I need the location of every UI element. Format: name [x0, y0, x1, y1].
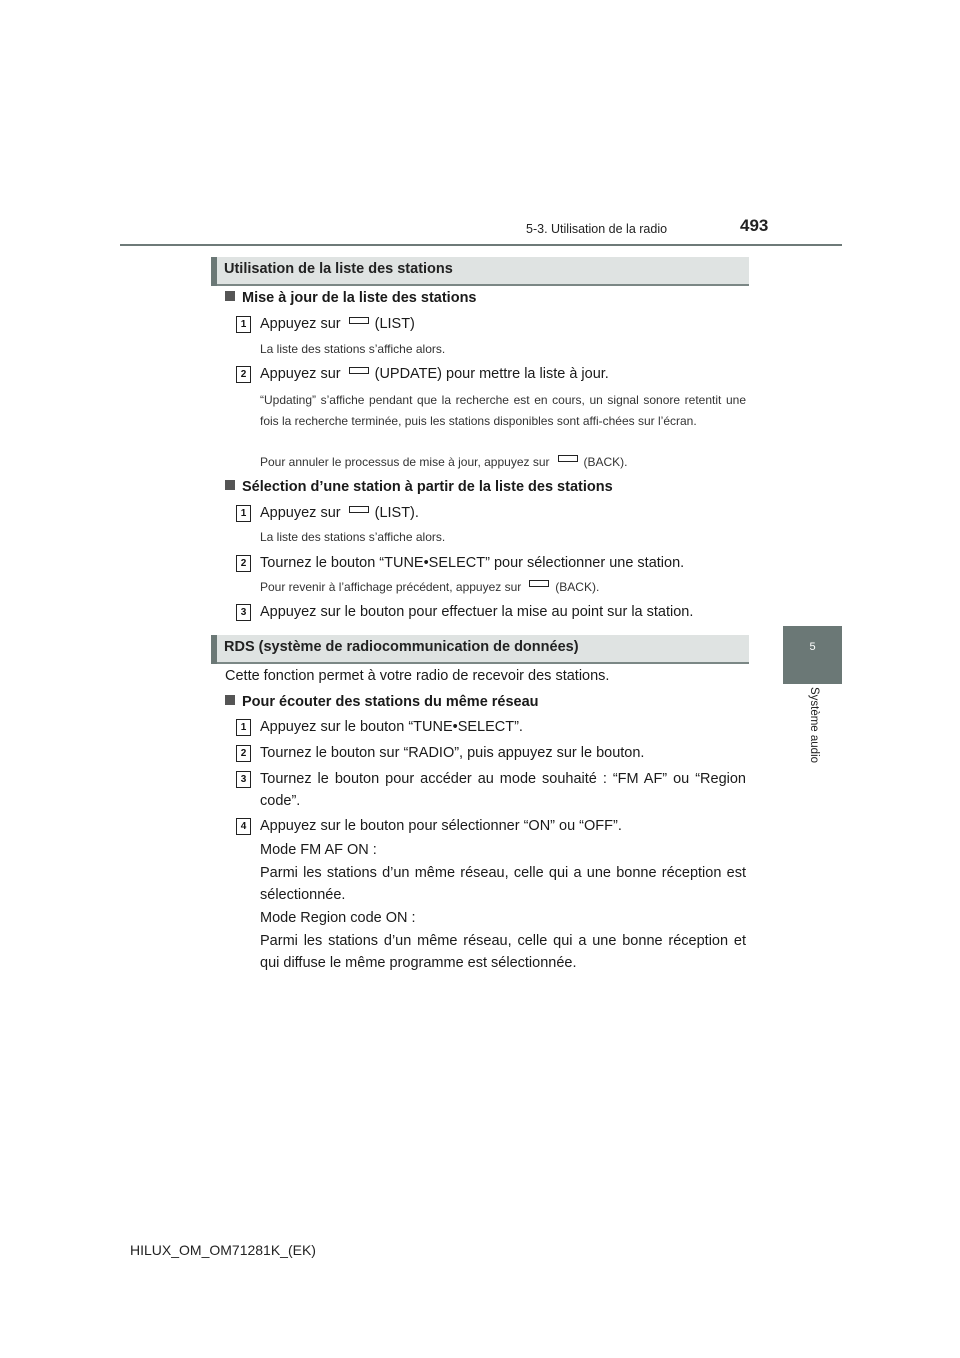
mode-title: Mode Region code ON : — [260, 910, 416, 926]
subheading-same-network: Pour écouter des stations du même réseau — [225, 694, 539, 710]
step-note: Pour annuler le processus de mise à jour, appuyez sur (BACK). — [260, 455, 628, 469]
chapter-number: 5 — [809, 641, 816, 653]
step-badge: 4 — [236, 818, 251, 835]
mode-description: Parmi les stations d’un même réseau, celle qui a une bonne réception est sélectionnée. — [260, 865, 746, 903]
mode-title: Mode FM AF ON : — [260, 842, 377, 858]
section-bar-station-list — [211, 257, 749, 286]
step-text: Tournez le bouton sur “RADIO”, puis appuyez sur le bouton. — [260, 745, 645, 761]
step-note: La liste des stations s’affiche alors. — [260, 530, 446, 544]
mode-description: Parmi les stations d’un même réseau, celle qui a une bonne réception et qui diffuse le même programme est sélectionnée. — [260, 933, 746, 971]
subheading-select-station: Sélection d’une station à partir de la liste des stations — [225, 479, 613, 495]
step-text: Appuyez sur le bouton pour sélectionner “ON” ou “OFF”. — [260, 818, 622, 834]
step-text: Appuyez sur (LIST). — [260, 505, 419, 521]
square-bullet-icon — [225, 480, 235, 490]
step-note: “Updating” s’affiche pendant que la recherche est en cours, un signal sonore retentit une fois la recherche terminée, puis les stations disponibles sont affi-chées sur l’écran. — [260, 393, 746, 428]
step-badge: 3 — [236, 604, 251, 621]
square-bullet-icon — [225, 291, 235, 301]
step-text: Tournez le bouton “TUNE•SELECT” pour sélectionner une station. — [260, 555, 685, 571]
step-text: Appuyez sur (LIST) — [260, 316, 415, 332]
step-badge: 1 — [236, 505, 251, 522]
step-badge: 2 — [236, 555, 251, 572]
subheading-update-list: Mise à jour de la liste des stations — [225, 290, 477, 306]
step-badge: 1 — [236, 316, 251, 333]
step-badge: 1 — [236, 719, 251, 736]
section-title: RDS (système de radiocommunication de données) — [224, 639, 579, 655]
section-intro: Cette fonction permet à votre radio de recevoir des stations. — [225, 668, 610, 684]
section-header: 5-3. Utilisation de la radio — [526, 222, 668, 236]
step-badge: 2 — [236, 366, 251, 383]
section-title: Utilisation de la liste des stations — [224, 261, 453, 277]
step-note: Pour revenir à l’affichage précédent, appuyez sur (BACK). — [260, 580, 600, 594]
button-icon — [529, 580, 549, 587]
chapter-label: Système audio — [808, 686, 820, 764]
section-bar-rds — [211, 635, 749, 664]
button-icon — [349, 367, 369, 374]
step-text: Tournez le bouton pour accéder au mode souhaité : “FM AF” ou “Region code”. — [260, 771, 746, 809]
step-note: La liste des stations s’affiche alors. — [260, 342, 446, 356]
step-text: Appuyez sur le bouton “TUNE•SELECT”. — [260, 719, 523, 735]
step-text: Appuyez sur le bouton pour effectuer la mise au point sur la station. — [260, 604, 694, 620]
document-code: HILUX_OM_OM71281K_(EK) — [130, 1242, 316, 1258]
step-text: Appuyez sur (UPDATE) pour mettre la liste à jour. — [260, 366, 609, 382]
step-badge: 3 — [236, 771, 251, 788]
button-icon — [349, 317, 369, 324]
step-badge: 2 — [236, 745, 251, 762]
square-bullet-icon — [225, 695, 235, 705]
page-number: 493 — [740, 216, 769, 235]
button-icon — [558, 455, 578, 462]
button-icon — [349, 506, 369, 513]
header-divider — [120, 244, 842, 246]
